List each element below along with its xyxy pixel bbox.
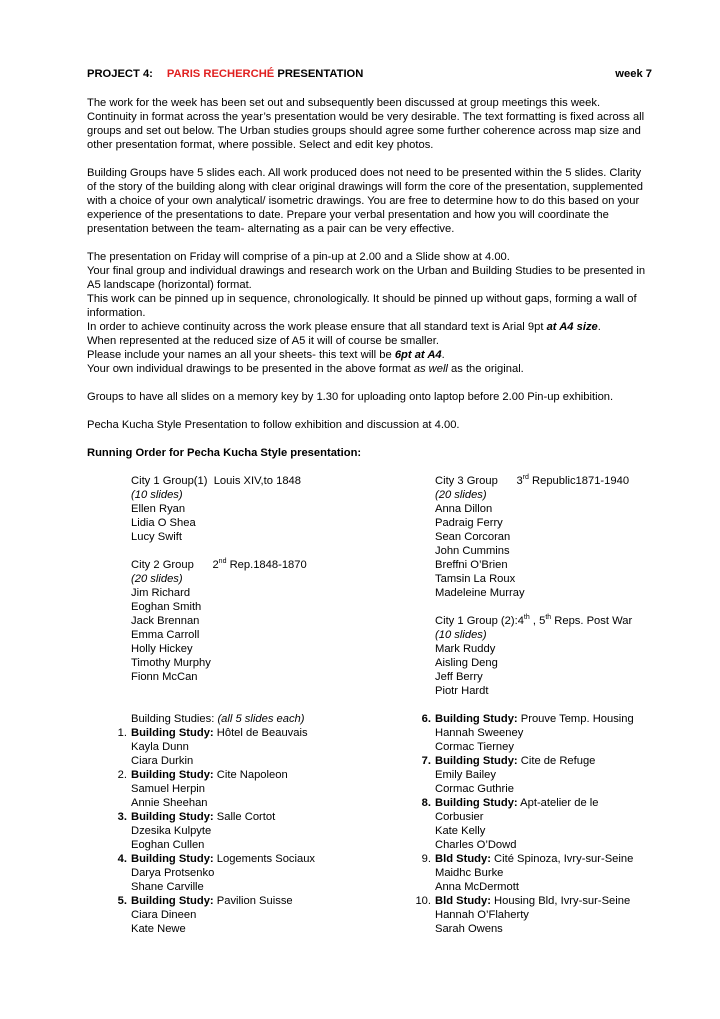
- city1b-name: Piotr Hardt: [435, 685, 489, 697]
- study-member: Emily Bailey: [435, 769, 496, 781]
- presentation-line-1: The presentation on Friday will comprise of a pin-up at 2.00 and a Slide show at 4.00.: [87, 251, 510, 263]
- study-member: Kate Kelly: [435, 825, 486, 837]
- city2-slides: (20 slides): [131, 573, 183, 585]
- study-member: Annie Sheehan: [131, 797, 208, 809]
- study-member: Hannah O’Flaherty: [435, 909, 529, 921]
- presentation-line-7: Your own individual drawings to be presented in the above format as well as the original.: [87, 363, 524, 375]
- study-member: Cormac Guthrie: [435, 783, 514, 795]
- building-study-item: 10. Bld Study: Housing Bld, Ivry-sur-Seine Hannah O’Flaherty Sarah Owens: [435, 894, 655, 936]
- building-groups-paragraph: Building Groups have 5 slides each. All work produced does not need to be presented within the 5 slides. Clarity of the story of the building along with clear original drawings will form the core of the presentation, supplemented with a choice of your own analytical/ isometric drawings. You are free to determine how to do this based on your experience of the presentations to date. Prepare your verbal presentation and how you will coordinate the presentation between the team- alternating as a pair can be very effective.: [87, 167, 643, 235]
- city3-name: Madeleine Murray: [435, 587, 525, 599]
- study-member: Maidhc Burke: [435, 867, 504, 879]
- building-study-item: 2. Building Study: Cite Napoleon Samuel Herpin Annie Sheehan: [131, 768, 396, 810]
- city1b-group-label: City 1 Group (2):4th , 5th Reps. Post War: [435, 614, 633, 627]
- building-study-item: 1. Building Study: Hôtel de Beauvais Kayla Dunn Ciara Durkin: [131, 726, 396, 768]
- presentation-details: [87, 250, 652, 376]
- city3-name: Sean Corcoran: [435, 531, 511, 543]
- building-study-item: 7. Building Study: Cite de Refuge Emily Bailey Cormac Guthrie: [435, 754, 655, 796]
- city2-name: Jim Richard: [131, 587, 191, 599]
- project-title-highlight: PARIS RECHERCHÉ: [166, 68, 275, 80]
- study-member: Ciara Dineen: [131, 909, 197, 921]
- building-study-item: 5. Building Study: Pavilion Suisse Ciara Dineen Kate Newe: [131, 894, 396, 936]
- city1-group-label: City 1 Group(1) Louis XIV,to 1848: [131, 475, 301, 487]
- document-page: [87, 67, 652, 944]
- city3-slides: (20 slides): [435, 489, 487, 501]
- study-member: Charles O’Dowd: [435, 839, 517, 851]
- city3-group-label: City 3 Group 3rd Republic1871-1940: [435, 474, 630, 487]
- study-member: Hannah Sweeney: [435, 727, 524, 739]
- running-order-heading: Running Order for Pecha Kucha Style presentation:: [87, 447, 362, 459]
- city3-name: Breffni O’Brien: [435, 559, 508, 571]
- building-study-item: 8. Building Study: Apt-atelier de le Corbusier Kate Kelly Charles O’Dowd: [435, 796, 655, 852]
- running-order-columns: [87, 474, 652, 944]
- page-header: [87, 67, 652, 82]
- city1b-name: Mark Ruddy: [435, 643, 496, 655]
- city1b-name: Aisling Deng: [435, 657, 498, 669]
- city1b-slides: (10 slides): [435, 629, 487, 641]
- study-member: Shane Carville: [131, 881, 204, 893]
- city2-name: Jack Brennan: [131, 615, 200, 627]
- project-label: PROJECT 4:: [87, 68, 153, 80]
- memory-key-paragraph: Groups to have all slides on a memory key by 1.30 for uploading onto laptop before 2.00 Pin-up exhibition.: [87, 391, 614, 403]
- pecha-kucha-paragraph: Pecha Kucha Style Presentation to follow exhibition and discussion at 4.00.: [87, 419, 460, 431]
- study-member: Sarah Owens: [435, 923, 503, 935]
- study-member: Dzesika Kulpyte: [131, 825, 212, 837]
- study-member: Cormac Tierney: [435, 741, 514, 753]
- presentation-line-4: In order to achieve continuity across the work please ensure that all standard text is Arial 9pt at A4 size.: [87, 321, 601, 333]
- study-member: Ciara Durkin: [131, 755, 194, 767]
- study-member: Eoghan Cullen: [131, 839, 205, 851]
- building-study-item: 3. Building Study: Salle Cortot Dzesika Kulpyte Eoghan Cullen: [131, 810, 396, 852]
- city2-name: Eoghan Smith: [131, 601, 202, 613]
- project-title: PRESENTATION: [274, 68, 364, 80]
- building-study-item: 4. Building Study: Logements Sociaux Darya Protsenko Shane Carville: [131, 852, 396, 894]
- city3-name: Tamsin La Roux: [435, 573, 516, 585]
- study-member: Anna McDermott: [435, 881, 519, 893]
- left-column: [117, 474, 396, 936]
- city1b-name: Jeff Berry: [435, 671, 483, 683]
- study-member: Kayla Dunn: [131, 741, 189, 753]
- city2-name: Fionn McCan: [131, 671, 198, 683]
- city2-name: Timothy Murphy: [131, 657, 211, 669]
- building-study-item: 6. Building Study: Prouve Temp. Housing Hannah Sweeney Cormac Tierney: [435, 712, 655, 754]
- city2-group-label: City 2 Group 2nd Rep.1848-1870: [131, 558, 307, 571]
- right-column: [415, 474, 655, 936]
- study-member: Samuel Herpin: [131, 783, 205, 795]
- presentation-line-3: This work can be pinned up in sequence, chronologically. It should be pinned up without gaps, forming a wall of information.: [87, 293, 637, 319]
- week-label: week 7: [615, 68, 652, 80]
- intro-paragraph: The work for the week has been set out and subsequently been discussed at group meetings this week. Continuity in format across the year’s presentation would be very desirable. The text formatting is fixed across all groups and set out below. The Urban studies groups should agree some further coherence across map size and other presentation format, where possible. Select and edit key photos.: [87, 97, 645, 151]
- study-member: Kate Newe: [131, 923, 186, 935]
- city2-name: Holly Hickey: [131, 643, 193, 655]
- city1-name: Ellen Ryan: [131, 503, 186, 515]
- city3-name: Padraig Ferry: [435, 517, 503, 529]
- building-study-item: 9. Bld Study: Cité Spinoza, Ivry-sur-Seine Maidhc Burke Anna McDermott: [435, 852, 655, 894]
- city2-name: Emma Carroll: [131, 629, 200, 641]
- city1-name: Lucy Swift: [131, 531, 182, 543]
- city1-slides: (10 slides): [131, 489, 183, 501]
- study-member: Darya Protsenko: [131, 867, 215, 879]
- presentation-line-6: Please include your names an all your sheets- this text will be 6pt at A4.: [87, 349, 445, 361]
- building-studies-heading: Building Studies: (all 5 slides each): [131, 713, 305, 725]
- city1-name: Lidia O Shea: [131, 517, 196, 529]
- presentation-line-5: When represented at the reduced size of A5 it will of course be smaller.: [87, 335, 439, 347]
- presentation-line-2: Your final group and individual drawings and research work on the Urban and Building Studies to be presented in A5 landscape (horizontal) format.: [87, 265, 646, 291]
- city3-name: John Cummins: [435, 545, 510, 557]
- city3-name: Anna Dillon: [435, 503, 493, 515]
